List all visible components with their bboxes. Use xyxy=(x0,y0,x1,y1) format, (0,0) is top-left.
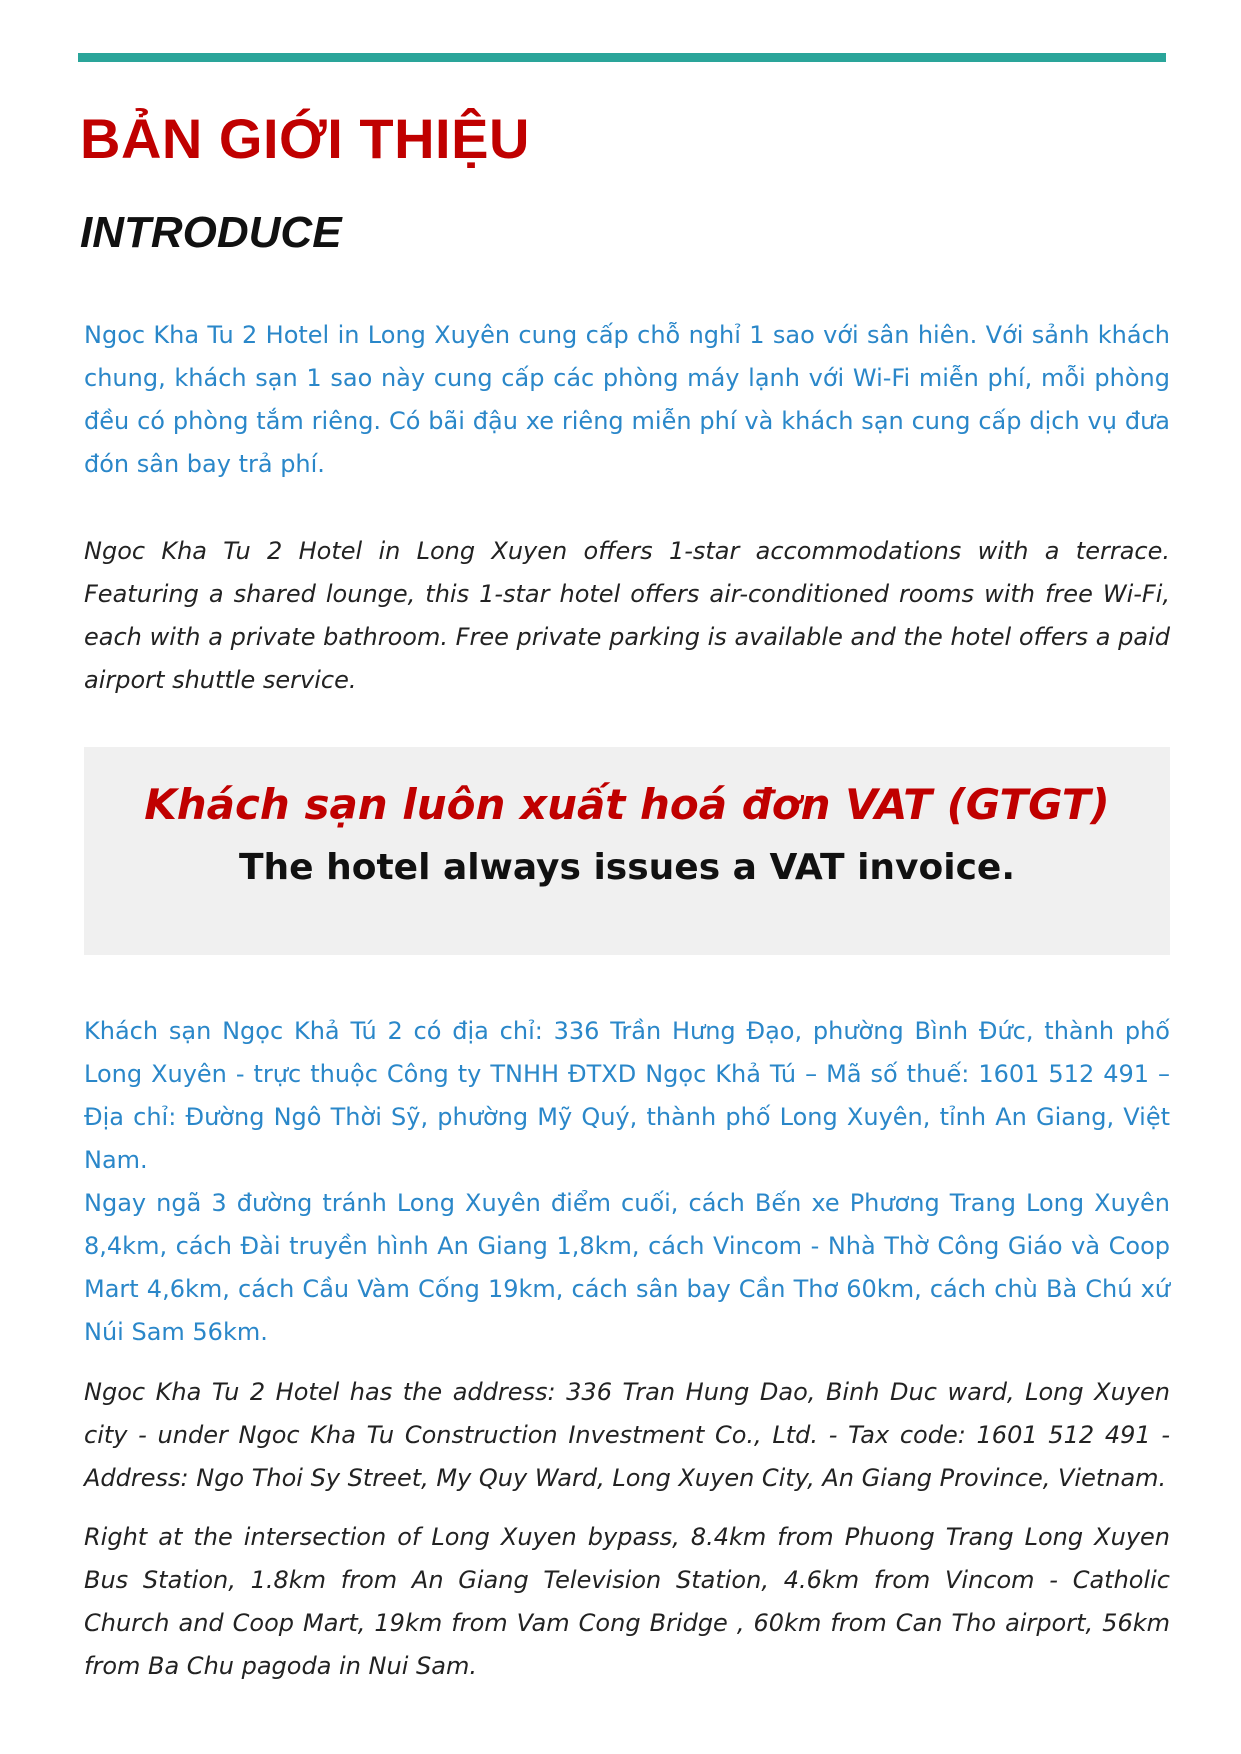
page-title-english: INTRODUCE xyxy=(80,208,342,257)
location-paragraph-english: Right at the intersection of Long Xuyen bypass, 8.4km from Phuong Trang Long Xuyen Bus Station, 1.8km from An Giang Television Station, 4.6km from Vincom - Catholic Church and Coop Mart, 19km from Vam Cong Bridge , 60km from Can Tho airport, 56km from Ba Chu pagoda in Nui Sam. xyxy=(84,1523,1170,1680)
intro-paragraph-english: Ngoc Kha Tu 2 Hotel in Long Xuyen offers 1-star accommodations with a terrace. Featuring a shared lounge, this 1-star hotel offers air-conditioned rooms with free Wi-Fi, each with a private bathroom. Free private parking is available and the hotel offers a paid airport shuttle service. xyxy=(84,537,1170,694)
vat-notice-vietnamese: Khách sạn luôn xuất hoá đơn VAT (GTGT) xyxy=(144,780,1110,829)
address-paragraph-english: Ngoc Kha Tu 2 Hotel has the address: 336 Tran Hung Dao, Binh Duc ward, Long Xuyen city - under Ngoc Kha Tu Construction Investment Co., Ltd. - Tax code: 1601 512 491 - Address: Ngo Thoi Sy Street, My Quy Ward, Long Xuyen City, An Giang Province, Vietnam. xyxy=(84,1378,1170,1492)
vat-notice-english: The hotel always issues a VAT invoice. xyxy=(238,847,1016,888)
location-paragraph-vietnamese: Ngay ngã 3 đường tránh Long Xuyên điểm cuối, cách Bến xe Phương Trang Long Xuyên 8,4km, cách Đài truyền hình An Giang 1,8km, cách Vincom - Nhà Thờ Công Giáo và Coop Mart 4,6km, cách Cầu Vàm Cống 19km, cách sân bay Cần Thơ 60km, cách chù Bà Chú xứ Núi Sam 56km. xyxy=(84,1189,1170,1346)
vat-notice-box xyxy=(84,747,1170,955)
top-divider xyxy=(78,53,1166,62)
page-title-vietnamese: BẢN GIỚI THIỆU xyxy=(80,107,530,170)
address-paragraph-vietnamese: Khách sạn Ngọc Khả Tú 2 có địa chỉ: 336 Trần Hưng Đạo, phường Bình Đức, thành phố Long Xuyên - trực thuộc Công ty TNHH ĐTXD Ngọc Khả Tú – Mã số thuế: 1601 512 491 – Địa chỉ: Đường Ngô Thời Sỹ, phường Mỹ Quý, thành phố Long Xuyên, tỉnh An Giang, Việt Nam. xyxy=(84,1017,1170,1174)
intro-paragraph-vietnamese: Ngoc Kha Tu 2 Hotel in Long Xuyên cung cấp chỗ nghỉ 1 sao với sân hiên. Với sảnh khách chung, khách sạn 1 sao này cung cấp các phòng máy lạnh với Wi-Fi miễn phí, mỗi phòng đều có phòng tắm riêng. Có bãi đậu xe riêng miễn phí và khách sạn cung cấp dịch vụ đưa đón sân bay trả phí. xyxy=(84,321,1170,478)
